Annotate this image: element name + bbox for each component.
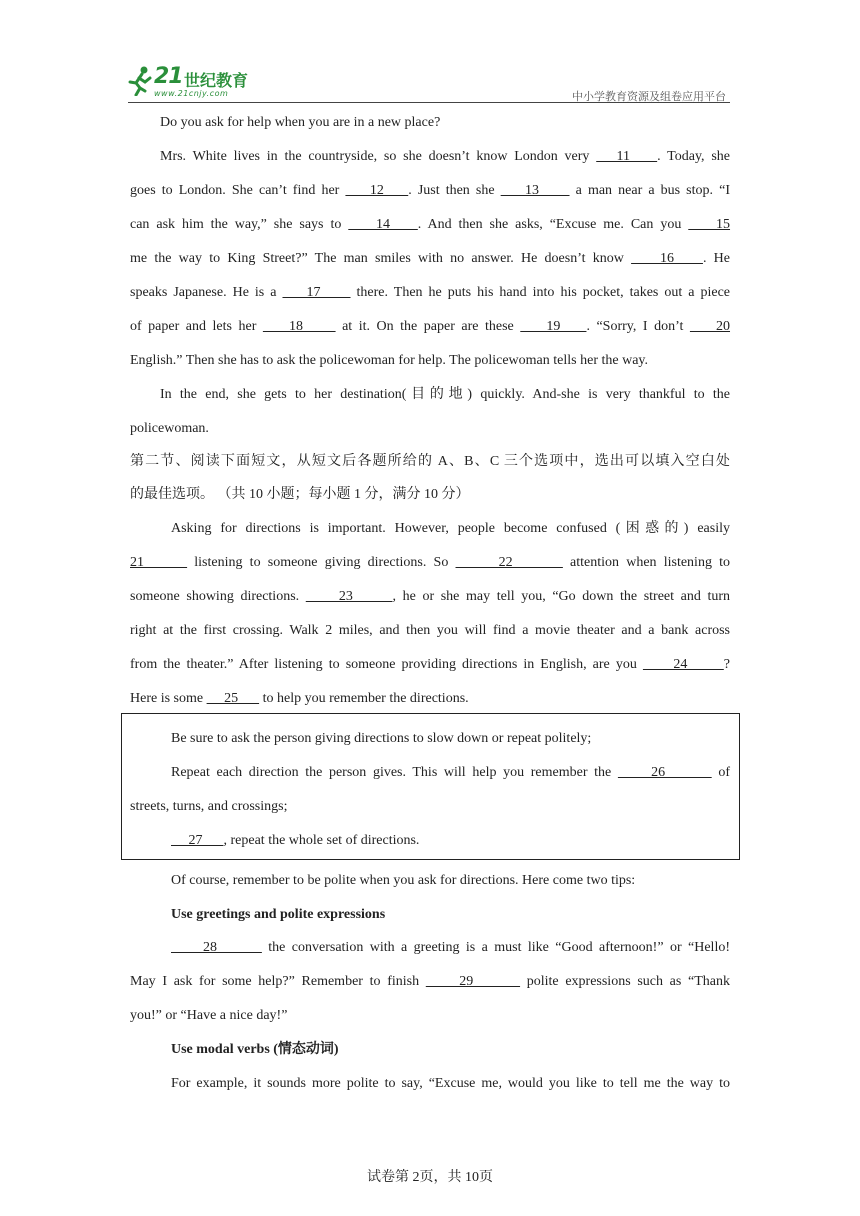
passage1-line-1: Do you ask for help when you are in a new place? <box>160 115 441 130</box>
passage1-line-7: of paper and lets her 18 at it. On the paper are these 19 . “Sorry, I don’t 20 <box>130 319 731 334</box>
passage1-line-9: In the end, she gets to her destination(目的地) quickly. And-she is very thankful to the <box>160 387 730 402</box>
blank-28: 28 <box>171 940 262 955</box>
blank-27: 27 <box>171 833 224 848</box>
passage1-line-6: speaks Japanese. He is a 17 there. Then he puts his hand into his pocket, takes out a piece <box>130 285 731 300</box>
passage1-line-3: goes to London. She can’t find her 12 . Just then she 13 a man near a bus stop. “I <box>130 183 730 198</box>
passage2-line-3: someone showing directions. 23 , he or she may tell you, “Go down the street and turn <box>130 589 731 604</box>
blank-12: 12 <box>345 183 409 198</box>
blank-17: 17 <box>282 285 351 300</box>
passage1-line-2: Mrs. White lives in the countryside, so she doesn’t know London very 11 . Today, she <box>160 149 731 164</box>
section2-title-1: 第二节、阅读下面短文，从短文后各题所给的 A、B、C 三个选项中，选出可以填入空白处 <box>130 454 730 469</box>
header-divider <box>128 102 730 103</box>
box-line-4: 27 , repeat the whole set of directions. <box>171 833 420 848</box>
subheading-greetings: Use greetings and polite expressions <box>171 907 386 922</box>
subheading-modal-verbs: Use modal verbs (情态动词) <box>171 1042 339 1057</box>
box-line-2: Repeat each direction the person gives. This will help you remember the 26 of <box>171 765 730 780</box>
blank-15: 15 <box>688 217 731 232</box>
blank-22: 22 <box>455 555 563 570</box>
runner-icon <box>128 66 154 96</box>
page-header <box>128 62 730 102</box>
blank-23: 23 <box>305 589 393 604</box>
logo-number: 21 <box>154 64 183 89</box>
blank-18: 18 <box>262 319 336 334</box>
passage3-line-1: Of course, remember to be polite when you ask for directions. Here come two tips: <box>171 873 636 888</box>
passage2-line-2: 21 listening to someone giving directions. So 22 attention when listening to <box>130 555 731 570</box>
passage2-line-1: Asking for directions is important. However, people become confused (困惑的) easily <box>171 521 730 536</box>
passage3-line-4: May I ask for some help?” Remember to finish 29 polite expressions such as “Thank <box>130 974 731 989</box>
blank-19: 19 <box>520 319 587 334</box>
passage3-line-3: 28 the conversation with a greeting is a must like “Good afternoon!” or “Hello! <box>171 940 731 955</box>
page-footer: 试卷第 2页，共 10页 <box>367 1170 493 1185</box>
blank-26: 26 <box>617 765 712 780</box>
blank-13: 13 <box>500 183 570 198</box>
logo-text: 世纪教育 <box>184 71 249 90</box>
box-line-1: Be sure to ask the person giving directions to slow down or repeat politely; <box>171 731 592 746</box>
passage3-line-7: For example, it sounds more polite to say, “Excuse me, would you like to tell me the way to <box>171 1076 730 1091</box>
passage1-line-4: can ask him the way,” she says to 14 . And then she asks, “Excuse me. Can you 15 <box>130 217 731 232</box>
blank-11: 11 <box>596 149 658 164</box>
blank-24: 24 <box>642 657 724 672</box>
passage1-line-5: me the way to King Street?” The man smiles with no answer. He doesn’t know 16 . He <box>130 251 731 266</box>
passage1-line-10: policewoman. <box>130 421 209 436</box>
passage2-line-4: right at the first crossing. Walk 2 miles, and then you will find a movie theater and a bank across <box>130 623 730 638</box>
box-line-3: streets, turns, and crossings; <box>130 799 288 814</box>
blank-21: 21 <box>130 555 188 570</box>
blank-25: 25 <box>206 691 260 706</box>
passage2-line-6: Here is some 25 to help you remember the directions. <box>130 691 469 706</box>
blank-29: 29 <box>425 974 521 989</box>
blank-14: 14 <box>348 217 418 232</box>
blank-16: 16 <box>631 251 703 266</box>
passage3-line-5: you!” or “Have a nice day!” <box>130 1008 288 1023</box>
logo-url: www.21cnjy.com <box>154 89 229 98</box>
section2-title-2: 的最佳选项。 （共 10 小题；每小题 1 分，满分 10 分） <box>130 487 470 502</box>
logo <box>128 62 268 100</box>
passage1-line-8: English.” Then she has to ask the policewoman for help. The policewoman tells her the way. <box>130 353 648 368</box>
passage2-line-5: from the theater.” After listening to someone providing directions in English, are you 24 ? <box>130 657 731 672</box>
blank-20: 20 <box>689 319 731 334</box>
platform-label: 中小学教育资源及组卷应用平台 <box>572 90 726 103</box>
